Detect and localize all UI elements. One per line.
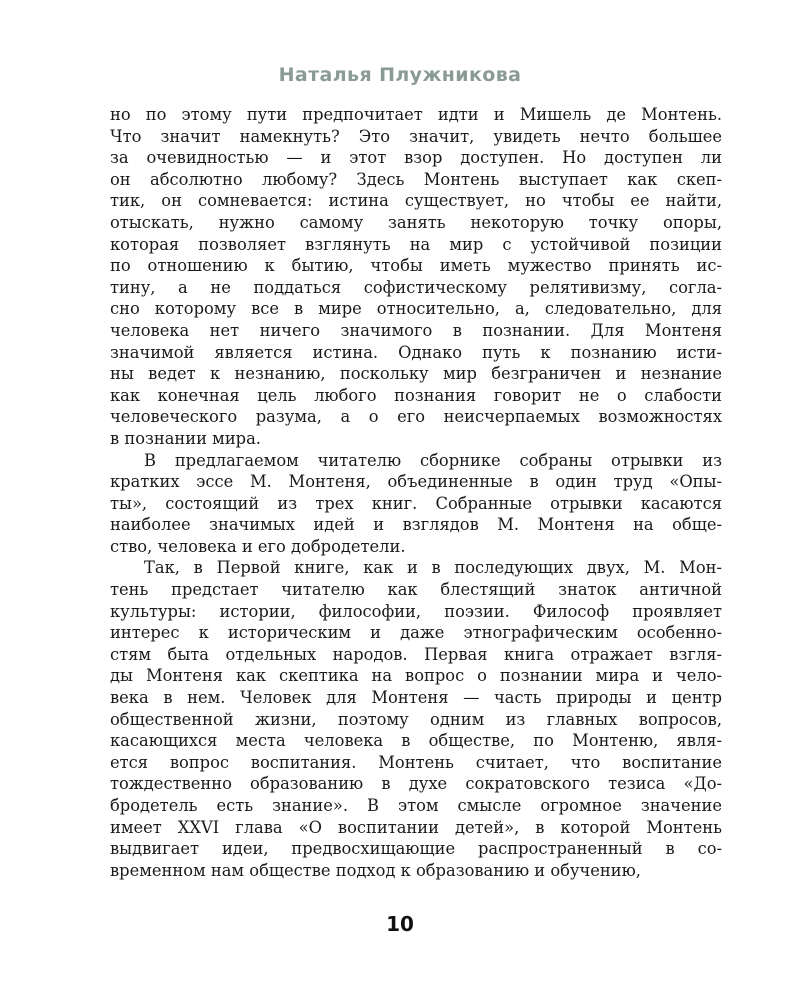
text-line: кратких эссе М. Монтеня, объединенные в один труд «Опы-	[110, 472, 722, 492]
text-line: общественной жизни, поэтому одним из главных вопросов,	[110, 709, 722, 729]
text-line: как конечная цель любого познания говорит не о слабости	[110, 385, 722, 405]
running-head-author: Наталья Плужникова	[278, 64, 522, 86]
body-text	[110, 104, 722, 881]
text-line: касающихся места человека в обществе, по Монтеню, явля-	[110, 731, 722, 751]
text-line: ды Монтеня как скептика на вопрос о познании мира и чело-	[110, 666, 722, 686]
text-line: интерес к историческим и даже этнографическим особенно-	[110, 623, 722, 643]
text-line: сно которому все в мире относительно, а, следовательно, для	[110, 299, 722, 319]
paragraph	[110, 557, 722, 881]
text-line: выдвигает идеи, предвосхищающие распространенный в со-	[110, 839, 722, 859]
text-line: тик, он сомневается: истина существует, но чтобы ее найти,	[110, 191, 722, 211]
text-line: он абсолютно любому? Здесь Монтень выступает как скеп-	[110, 169, 722, 189]
text-line: Что значит намекнуть? Это значит, увидеть нечто большее	[110, 126, 722, 146]
text-line: тождественно образованию в духе сократовского тезиса «До-	[110, 774, 722, 794]
text-line: человеческого разума, а о его неисчерпаемых возможностях	[110, 407, 722, 427]
text-line: которая позволяет взглянуть на мир с устойчивой позиции	[110, 234, 722, 254]
text-line: за очевидностью — и этот взор доступен. Но доступен ли	[110, 148, 722, 168]
text-line: ство, человека и его добродетели.	[110, 536, 406, 556]
text-line: Так, в Первой книге, как и в последующих двух, М. Мон-	[144, 558, 722, 578]
text-line: человека нет ничего значимого в познании. Для Монтеня	[110, 320, 722, 340]
text-line: но по этому пути предпочитает идти и Мишель де Монтень.	[110, 105, 722, 124]
text-line: наиболее значимых идей и взглядов М. Монтеня на обще-	[110, 515, 722, 535]
paragraph	[110, 450, 722, 558]
text-line: тень предстает читателю как блестящий знаток античной	[110, 580, 722, 600]
text-line: имеет XXVI глава «О воспитании детей», в которой Монтень	[110, 817, 722, 837]
text-line: значимой является истина. Однако путь к познанию исти-	[110, 342, 722, 362]
text-line: ется вопрос воспитания. Монтень считает, что воспитание	[110, 752, 722, 772]
paragraph	[110, 104, 722, 450]
text-line: ны ведет к незнанию, поскольку мир безграничен и незнание	[110, 364, 722, 384]
text-line: В предлагаемом читателю сборнике собраны отрывки из	[144, 450, 722, 470]
text-line: стям быта отдельных народов. Первая книга отражает взгля-	[110, 644, 722, 664]
text-line: по отношению к бытию, чтобы иметь мужество принять ис-	[110, 256, 722, 276]
text-line: временном нам обществе подход к образованию и обучению,	[110, 860, 641, 880]
text-line: в познании мира.	[110, 428, 261, 448]
text-line: отыскать, нужно самому занять некоторую точку опоры,	[110, 212, 722, 232]
text-line: тину, а не поддаться софистическому релятивизму, согла-	[110, 277, 722, 297]
page-number: 10	[386, 912, 414, 936]
text-line: ты», состоящий из трех книг. Собранные отрывки касаются	[110, 493, 722, 513]
text-line: культуры: истории, философии, поэзии. Философ проявляет	[110, 601, 722, 621]
text-line: бродетель есть знание». В этом смысле огромное значение	[110, 796, 722, 815]
text-line: века в нем. Человек для Монтеня — часть природы и центр	[110, 688, 722, 708]
